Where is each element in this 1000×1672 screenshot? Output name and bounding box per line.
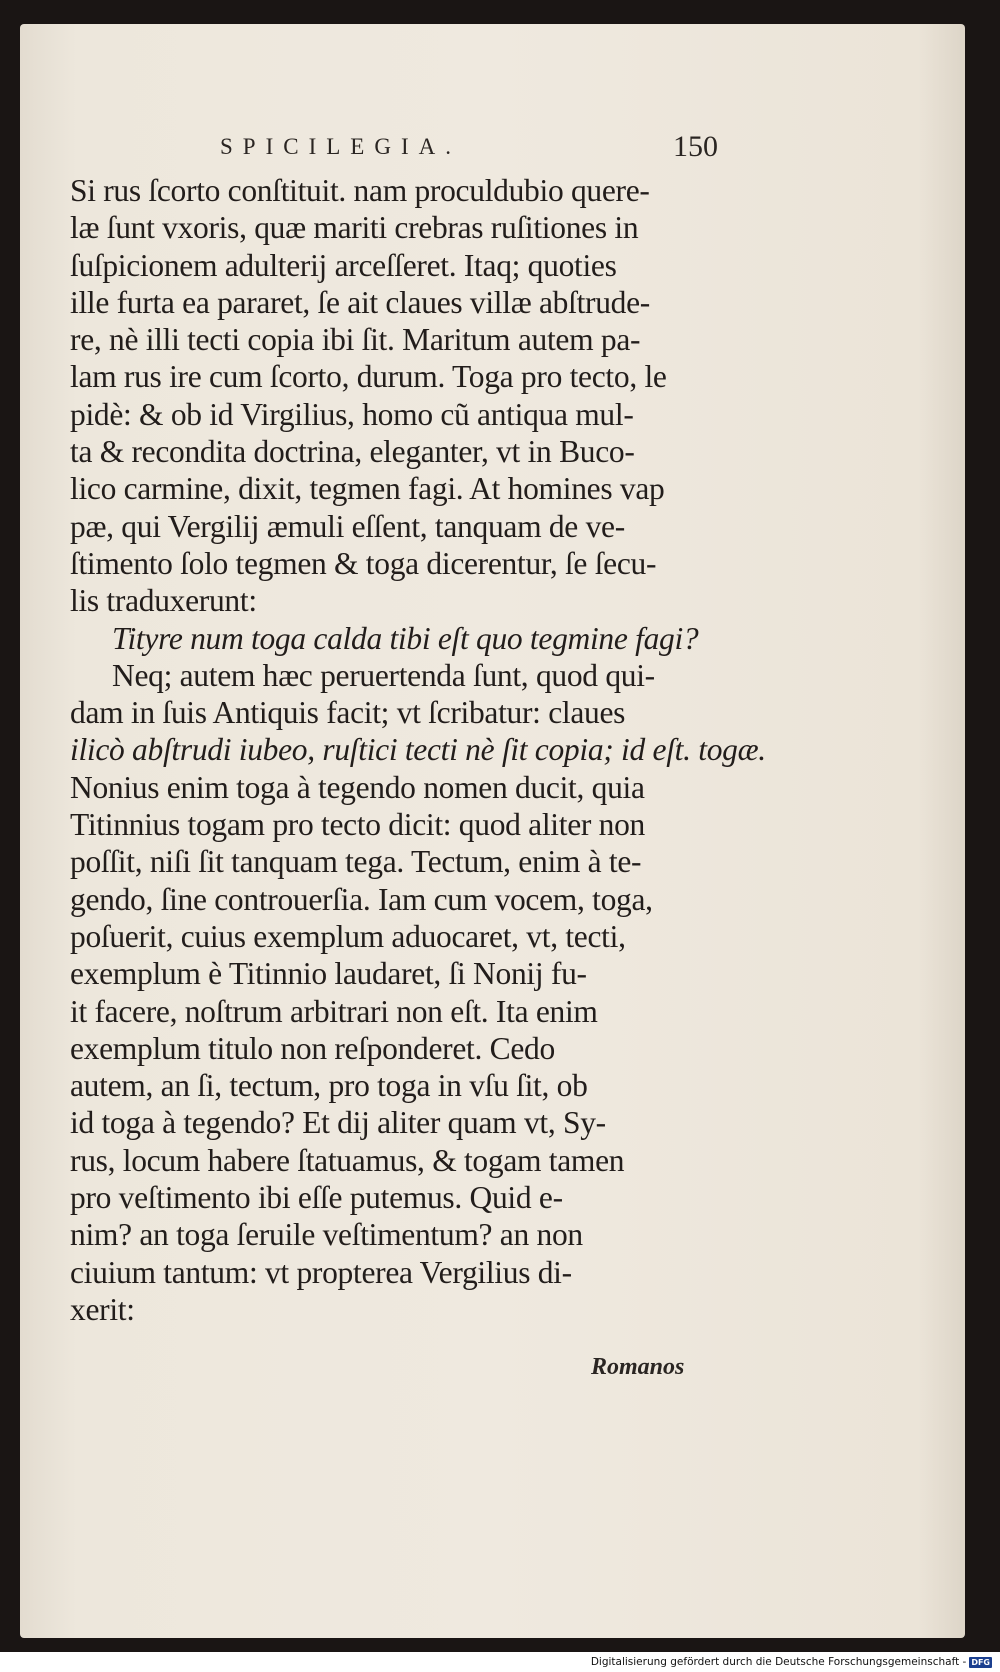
text-line: dam in ſuis Antiquis facit; vt ſcribatur: claues — [70, 695, 626, 731]
text-line: pro veſtimento ibi eſſe putemus. Quid e- — [70, 1180, 563, 1216]
text-line: læ ſunt vxoris, quæ mariti crebras ruſitiones in — [70, 210, 639, 246]
running-head: SPICILEGIA. — [220, 134, 461, 159]
text-line: nim? an toga ſeruile veſtimentum? an non — [70, 1217, 583, 1253]
text-line: ciuium tantum: vt propterea Vergilius di- — [70, 1254, 572, 1290]
text-line: ſuſpicionem adulterij arceſſeret. Itaq; quoties — [70, 247, 617, 283]
text-line: exemplum titulo non reſponderet. Cedo — [70, 1030, 555, 1066]
text-line: poſſit, niſi ſit tanquam tega. Tectum, enim à te- — [70, 844, 642, 880]
text-line: lico carmine, dixit, tegmen fagi. At homines vap — [70, 471, 665, 507]
text-line: Nonius enim toga à tegendo nomen ducit, quia — [70, 769, 645, 805]
book-page — [20, 24, 965, 1638]
credit-text: Digitalisierung gefördert durch die Deutsche Forschungsgemeinschaft - — [590, 1656, 967, 1668]
text-line: pidè: & ob id Virgilius, homo cũ antiqua mul- — [70, 396, 634, 432]
dfg-logo-icon: DFG — [971, 1657, 990, 1667]
catchword: Romanos — [591, 1354, 685, 1380]
text-line: rus, locum habere ſtatuamus, & togam tamen — [70, 1142, 625, 1178]
text-line: re, nè illi tecti copia ibi ſit. Maritum autem pa- — [70, 322, 641, 358]
text-line: Si rus ſcorto conſtituit. nam proculdubio quere- — [70, 173, 650, 208]
verse-quotation: Tityre num toga calda tibi eſt quo tegmine fagi? — [112, 620, 699, 656]
text-line: gendo, ſine controuerſia. Iam cum vocem, toga, — [70, 881, 653, 917]
body-text — [70, 172, 766, 1328]
text-line: ſtimento ſolo tegmen & toga dicerentur, ſe ſecu- — [70, 545, 657, 581]
text-line: lis traduxerunt: — [70, 583, 257, 619]
text-line: poſuerit, cuius exemplum aduocaret, vt, tecti, — [70, 918, 626, 954]
text-line: ille furta ea pararet, ſe ait claues villæ abſtrude- — [70, 284, 650, 320]
text-line: autem, an ſi, tectum, pro toga in vſu ſit, ob — [70, 1068, 588, 1104]
page-number: 150 — [673, 130, 718, 163]
text-line: exemplum è Titinnio laudaret, ſi Nonij fu- — [70, 956, 587, 992]
text-line: ta & recondita doctrina, eleganter, vt in Buco- — [70, 434, 635, 470]
digitization-credit — [591, 1656, 992, 1668]
text-line: Neq; autem hæc peruertenda ſunt, quod qui- — [112, 657, 655, 693]
text-line: ilicò abſtrudi iubeo, ruſtici tecti nè ſit copia; id eſt. togæ. — [70, 732, 766, 768]
text-line: it facere, noſtrum arbitrari non eſt. Ita enim — [70, 993, 598, 1029]
text-line: id toga à tegendo? Et dij aliter quam vt, Sy- — [70, 1105, 606, 1141]
text-line: lam rus ire cum ſcorto, durum. Toga pro tecto, le — [70, 359, 667, 395]
text-line: pæ, qui Vergilij æmuli eſſent, tanquam de ve- — [70, 508, 625, 544]
text-line: xerit: — [70, 1291, 135, 1327]
text-line: Titinnius togam pro tecto dicit: quod aliter non — [70, 807, 646, 843]
